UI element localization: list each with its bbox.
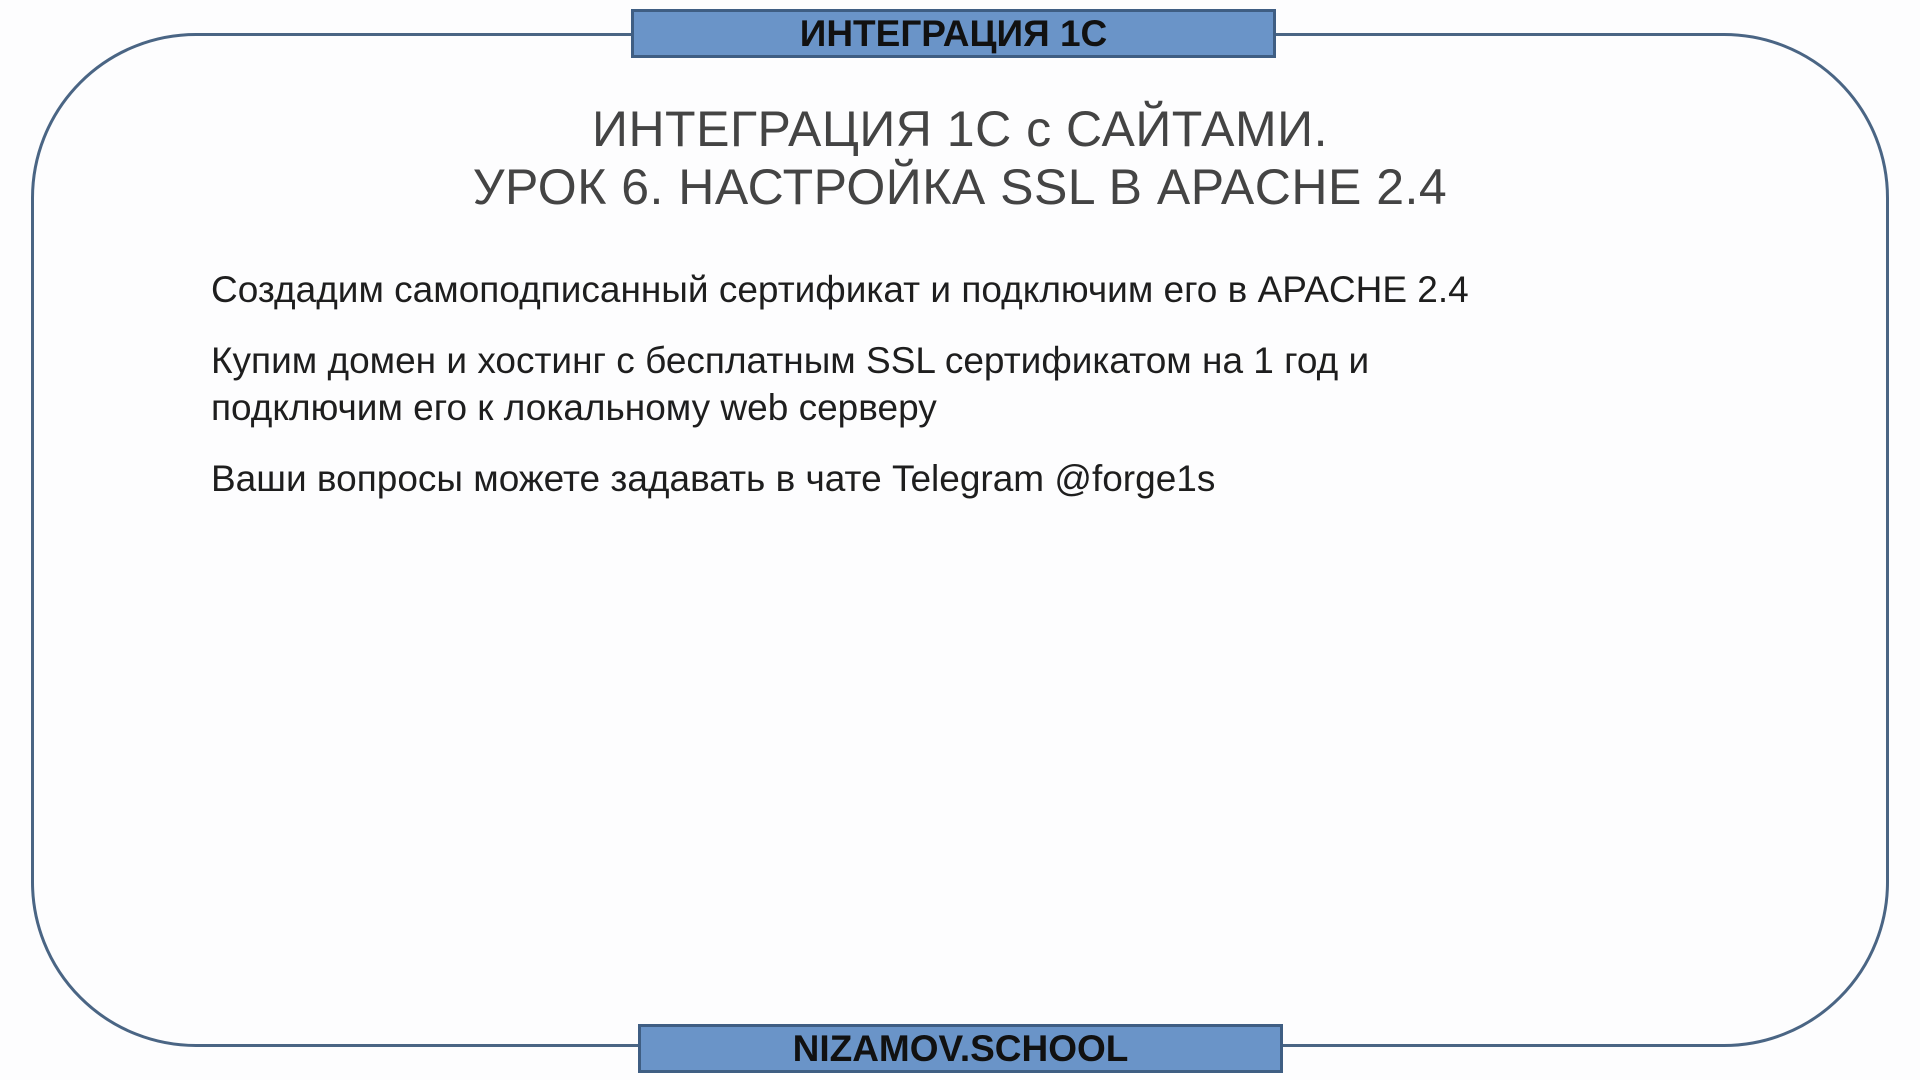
bullet-line: Создадим самоподписанный сертификат и подключим его в APACHE 2.4 bbox=[211, 269, 1469, 310]
header-tag bbox=[631, 9, 1276, 58]
bullet-item bbox=[211, 266, 1711, 313]
slide-title-line-2: УРОК 6. НАСТРОЙКА SSL В APACHE 2.4 bbox=[472, 159, 1448, 215]
slide-title-line-1: ИНТЕГРАЦИЯ 1С с САЙТАМИ. bbox=[592, 101, 1328, 157]
footer-tag bbox=[638, 1024, 1283, 1073]
bullet-item bbox=[211, 455, 1711, 502]
header-tag-label: ИНТЕГРАЦИЯ 1С bbox=[799, 13, 1108, 54]
bullet-line: Купим домен и хостинг с бесплатным SSL сертификатом на 1 год и bbox=[211, 340, 1370, 381]
bullet-list bbox=[211, 266, 1711, 526]
bullet-line: подключим его к локальному web серверу bbox=[211, 387, 937, 428]
bullet-line: Ваши вопросы можете задавать в чате Telegram @forge1s bbox=[211, 458, 1216, 499]
footer-tag-label: NIZAMOV.SCHOOL bbox=[792, 1028, 1129, 1069]
bullet-item bbox=[211, 337, 1711, 431]
